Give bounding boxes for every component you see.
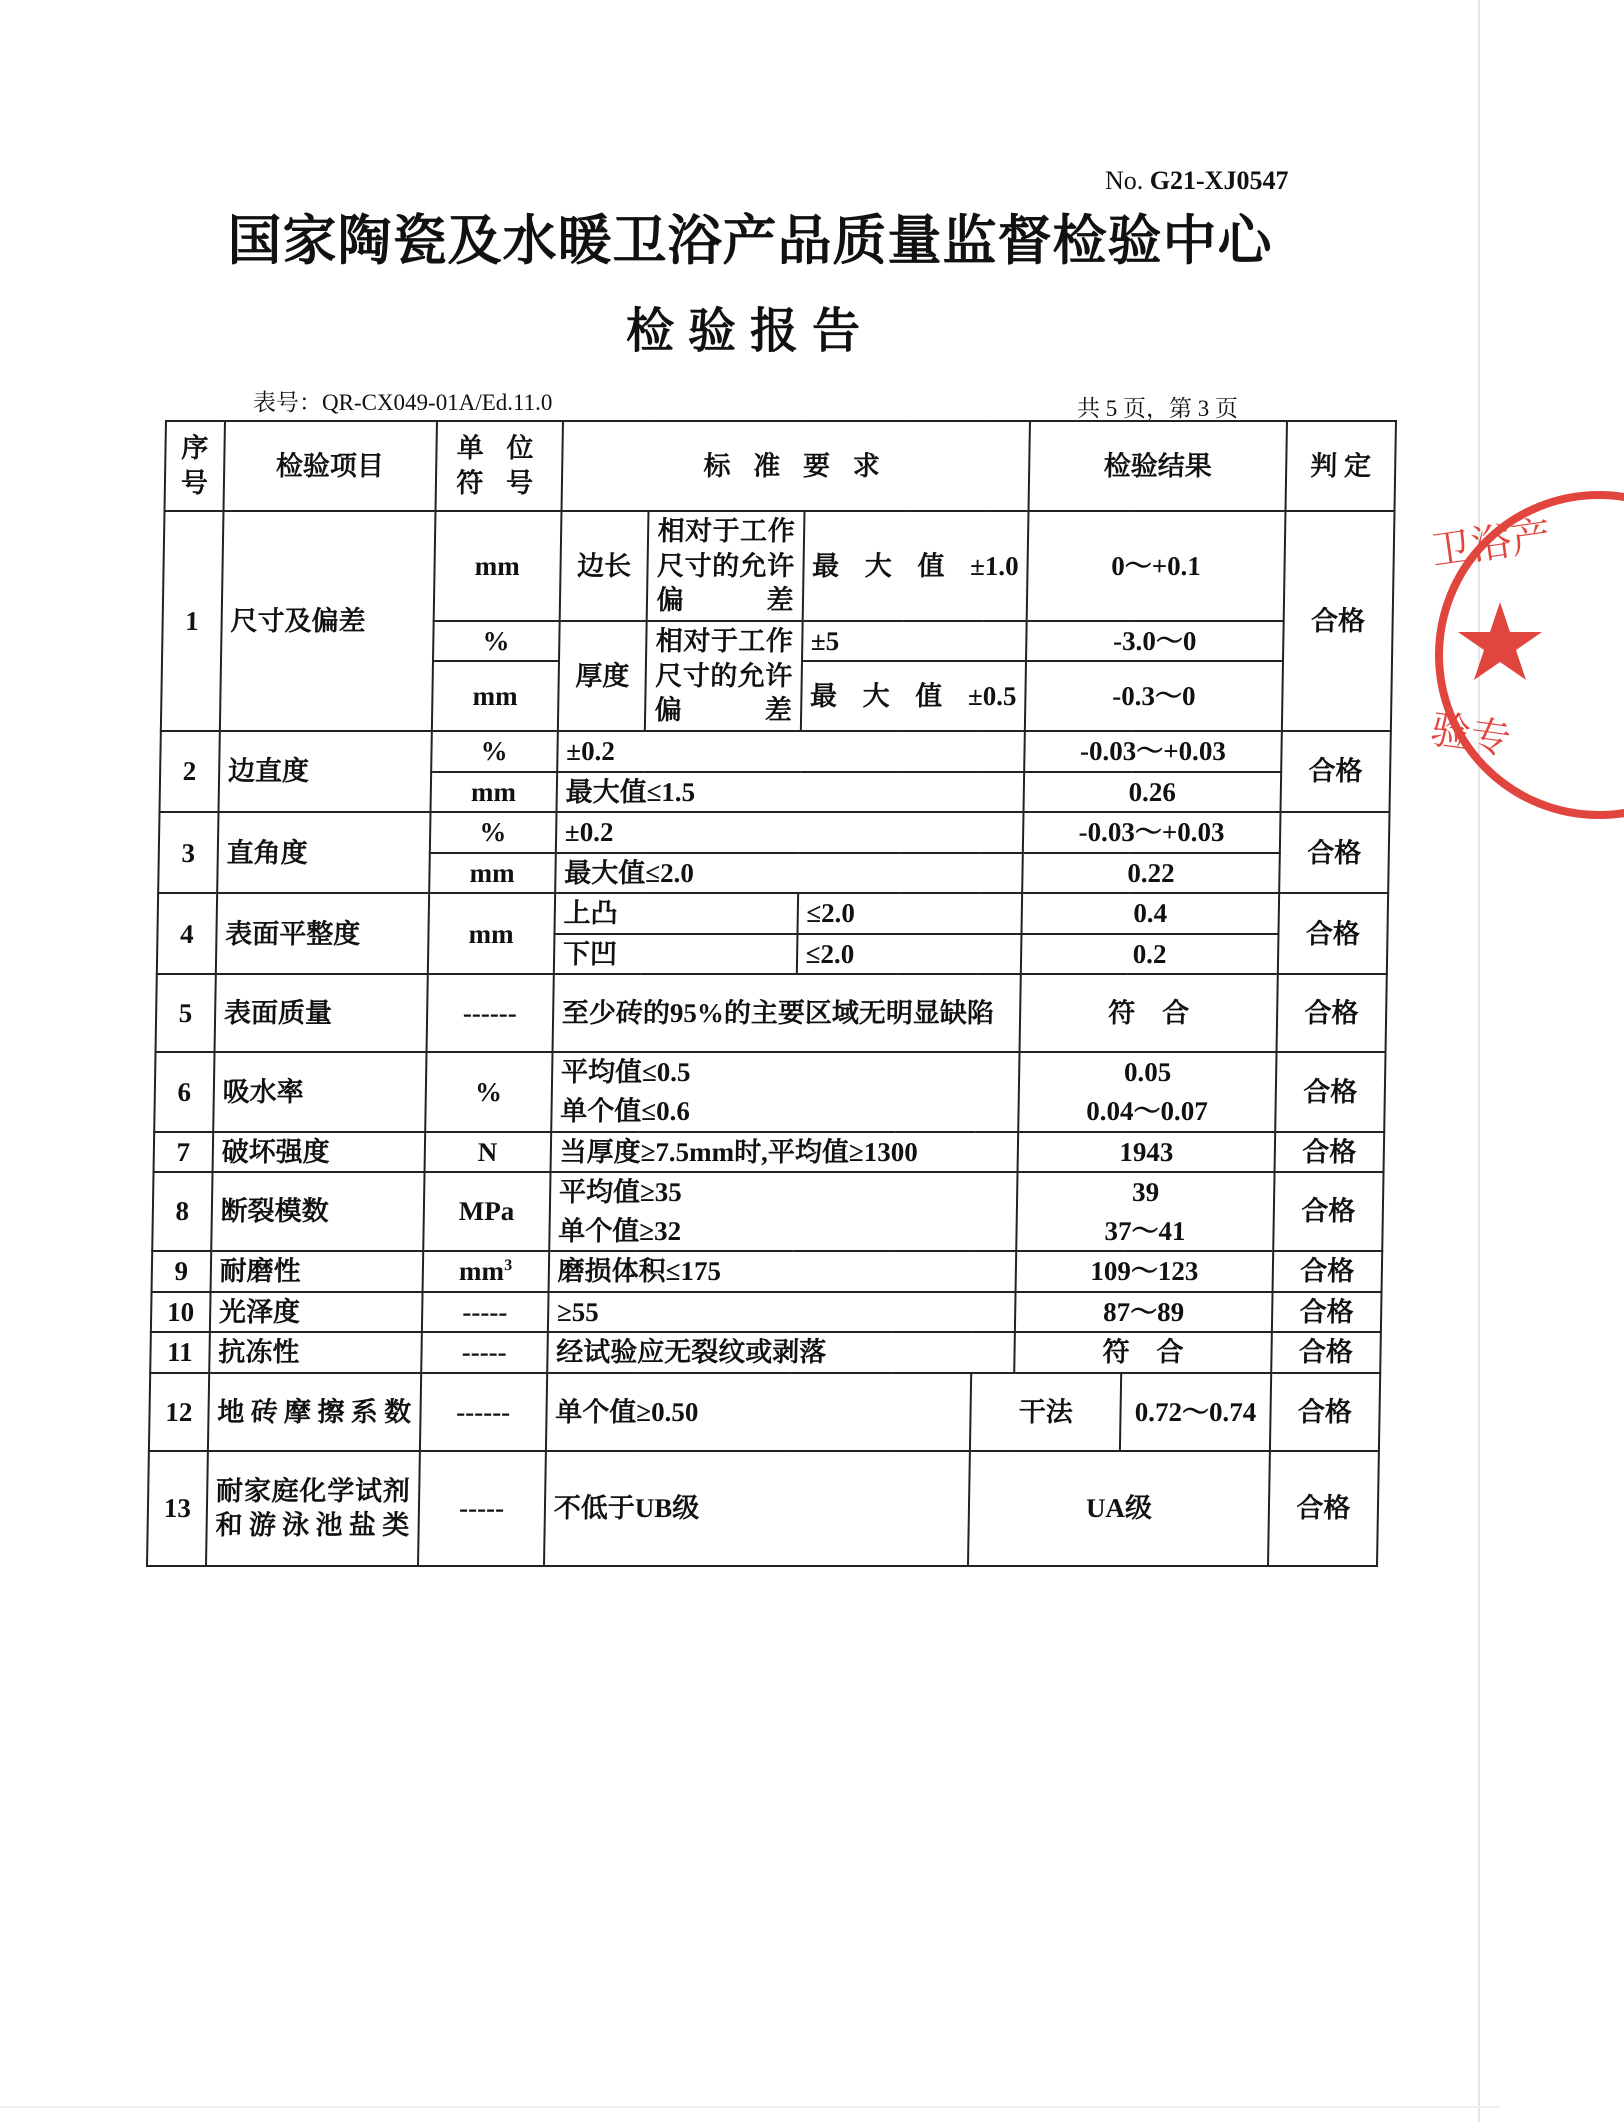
row-requirement: 最大值≤1.5 [556, 772, 1024, 813]
report-subtitle: 检验报告 [625, 303, 874, 359]
table-row [149, 1373, 1380, 1451]
row-result: 符 合 [1014, 1332, 1271, 1373]
row-requirement: ±0.2 [557, 731, 1025, 772]
row-seq: 7 [154, 1132, 213, 1173]
table-header-row [164, 421, 1395, 511]
row-seq: 13 [147, 1451, 208, 1566]
row-unit: N [424, 1132, 551, 1173]
official-stamp [1424, 490, 1624, 820]
row-result: 109～123 [1016, 1251, 1273, 1292]
row-requirement: 平均值≤0.5 [552, 1052, 1020, 1092]
row-unit: % [425, 1052, 553, 1131]
row-item: 尺寸及偏差 [220, 511, 435, 731]
row-result: 39 [1017, 1172, 1274, 1212]
row-requirement: ±0.2 [556, 812, 1024, 853]
row-requirement: 单个值≤0.6 [551, 1092, 1019, 1132]
row-result: 0～+0.1 [1027, 511, 1286, 621]
row-item: 光泽度 [210, 1292, 422, 1333]
header-item: 检验项目 [223, 421, 436, 511]
row-judgement: 合格 [1282, 511, 1395, 731]
row-item: 断裂模数 [211, 1172, 424, 1251]
stamp-star-icon [1458, 602, 1542, 680]
row-seq: 1 [161, 511, 223, 731]
row-judgement: 合格 [1274, 1132, 1384, 1173]
req-description: 相对于工作尺寸的允许偏差 [645, 621, 802, 732]
row-requirement: 磨损体积≤175 [548, 1251, 1016, 1292]
row-judgement: 合格 [1272, 1251, 1382, 1292]
row-result: 0.2 [1021, 934, 1278, 975]
header-result: 检验结果 [1029, 421, 1287, 511]
row-seq: 12 [149, 1373, 209, 1451]
report-title: 国家陶瓷及水暖卫浴产品质量监督检验中心 [227, 208, 1273, 272]
row-judgement: 合格 [1271, 1332, 1381, 1373]
row-item: 耐磨性 [210, 1251, 422, 1292]
row-unit: MPa [423, 1172, 551, 1251]
table-row [160, 731, 1391, 772]
row-unit: ----- [421, 1332, 548, 1373]
row-result: -0.03～+0.03 [1024, 731, 1281, 772]
row-item: 耐家庭化学试剂和游泳池盐类 [206, 1451, 420, 1566]
row-judgement: 合格 [1276, 974, 1386, 1052]
table-row [151, 1292, 1382, 1333]
row-requirement: 单个值≥32 [549, 1212, 1017, 1252]
doc-number-prefix: No. [1105, 166, 1144, 195]
table-row [163, 511, 1395, 621]
row-result: UA级 [968, 1451, 1269, 1566]
req-max-value: 最 大 值 ±0.5 [800, 661, 1026, 731]
row-seq: 10 [151, 1292, 210, 1333]
row-seq: 4 [157, 893, 217, 974]
scan-edge-line [0, 2106, 1500, 2108]
unit-text: mm [458, 1256, 505, 1287]
row-result: 0.4 [1022, 893, 1279, 934]
header-requirement: 标 准 要 求 [561, 421, 1030, 511]
row-result: 0.04～0.07 [1018, 1092, 1275, 1132]
row-requirement: 不低于UB级 [544, 1451, 970, 1566]
row-unit: mm [429, 853, 556, 894]
row-unit: ------ [426, 974, 553, 1052]
table-row [156, 974, 1387, 1052]
row-judgement: 合格 [1268, 1451, 1379, 1566]
table-row [157, 893, 1388, 934]
row-seq: 2 [159, 731, 219, 812]
table-row [155, 1052, 1386, 1092]
header-seq: 序号 [164, 421, 224, 511]
header-judgement: 判 定 [1285, 421, 1396, 511]
row-unit [422, 1251, 549, 1292]
document-number [1105, 166, 1288, 196]
row-unit: ----- [421, 1292, 548, 1333]
row-item: 表面平整度 [216, 893, 429, 974]
row-unit: % [429, 812, 556, 853]
table-row [152, 1251, 1383, 1292]
row-requirement: 至少砖的95%的主要区域无明显缺陷 [552, 974, 1021, 1052]
row-seq: 8 [152, 1172, 212, 1251]
doc-number-value: G21-XJ0547 [1149, 166, 1289, 195]
row-result: 0.72～0.74 [1120, 1373, 1271, 1451]
row-requirement: 单个值≥0.50 [546, 1373, 972, 1451]
stamp-text-top: 卫浴产 [1428, 512, 1554, 576]
row-item: 表面质量 [214, 974, 427, 1052]
row-judgement: 合格 [1280, 731, 1391, 812]
req-max-value: 最 大 值 ±1.0 [802, 511, 1028, 621]
row-result: 87～89 [1015, 1292, 1272, 1333]
row-requirement: 经试验应无裂纹或剥落 [547, 1332, 1015, 1373]
row-result: -0.03～+0.03 [1023, 812, 1280, 853]
row-result: 0.22 [1022, 853, 1279, 894]
row-seq: 3 [158, 812, 218, 893]
row-item: 破坏强度 [212, 1132, 424, 1173]
inspection-table [146, 420, 1397, 1567]
row-unit: % [433, 621, 560, 662]
row-result: -3.0～0 [1026, 621, 1283, 662]
req-concave-value: ≤2.0 [796, 934, 1021, 975]
row-requirement: 最大值≤2.0 [555, 853, 1023, 894]
row-seq: 11 [150, 1332, 209, 1373]
table-row [154, 1132, 1385, 1173]
req-convex-value: ≤2.0 [797, 893, 1022, 934]
req-edge-label: 边长 [559, 511, 649, 621]
req-description: 相对于工作尺寸的允许偏差 [647, 511, 804, 621]
row-unit: mm [430, 772, 557, 813]
row-result: 0.05 [1019, 1052, 1276, 1092]
row-result: -0.3～0 [1025, 661, 1283, 731]
row-judgement: 合格 [1278, 893, 1389, 974]
row-seq: 9 [152, 1251, 211, 1292]
row-requirement: 平均值≥35 [550, 1172, 1018, 1212]
header-unit: 单 位 符 号 [435, 421, 563, 511]
row-judgement: 合格 [1272, 1292, 1382, 1333]
row-unit: % [431, 731, 558, 772]
table-row [153, 1172, 1384, 1212]
row-unit: mm [427, 893, 555, 974]
row-judgement: 合格 [1273, 1172, 1383, 1251]
row-requirement: 当厚度≥7.5mm时,平均值≥1300 [550, 1132, 1018, 1173]
row-unit: mm [433, 511, 561, 621]
row-unit: ----- [418, 1451, 546, 1566]
table-row [147, 1451, 1379, 1566]
form-number: 表号：QR-CX049-01A/Ed.11.0 [253, 390, 553, 415]
row-item: 抗冻性 [209, 1332, 421, 1373]
page-info: 共 5 页，第 3 页 [1077, 396, 1238, 421]
table-row [159, 812, 1390, 853]
req-thickness-label: 厚度 [558, 621, 648, 732]
page-edge-line [1478, 0, 1480, 2122]
row-result: 符 合 [1020, 974, 1278, 1052]
row-unit: mm [431, 661, 558, 731]
unit-superscript: 3 [504, 1257, 513, 1275]
row-result: 1943 [1018, 1132, 1275, 1173]
row-requirement: ≥55 [548, 1292, 1016, 1333]
row-item: 地砖摩擦系数 [208, 1373, 421, 1451]
row-judgement: 合格 [1270, 1373, 1380, 1451]
stamp-text-bottom: 验专 [1427, 706, 1514, 764]
row-judgement: 合格 [1275, 1052, 1385, 1131]
table-row [150, 1332, 1381, 1373]
req-concave-label: 下凹 [554, 934, 797, 975]
row-item: 直角度 [217, 812, 430, 893]
row-unit: ------ [419, 1373, 546, 1451]
row-seq: 5 [156, 974, 216, 1052]
row-test-method: 干法 [970, 1373, 1121, 1451]
row-result: 37～41 [1016, 1212, 1273, 1252]
req-convex-label: 上凸 [554, 893, 797, 934]
row-seq: 6 [154, 1052, 214, 1131]
req-percent-value: ±5 [802, 621, 1027, 662]
row-item: 吸水率 [213, 1052, 426, 1131]
row-judgement: 合格 [1279, 812, 1390, 893]
row-result: 0.26 [1024, 772, 1281, 813]
row-item: 边直度 [218, 731, 431, 812]
